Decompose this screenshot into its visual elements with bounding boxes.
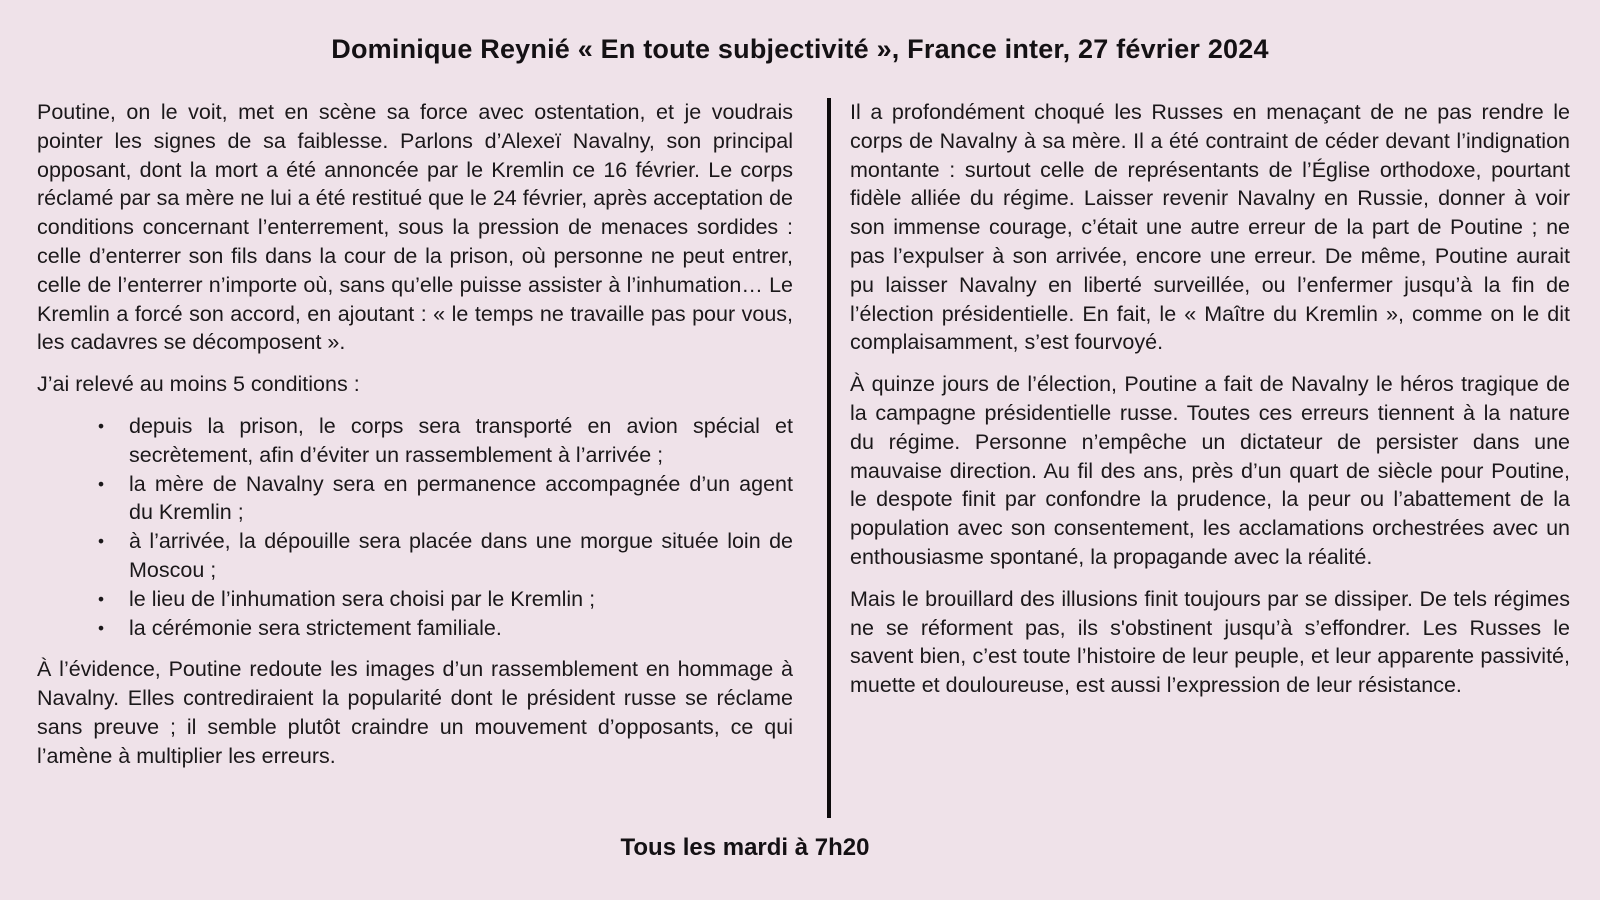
conditions-bullet-list: [37, 412, 793, 642]
page-title: Dominique Reynié « En toute subjectivité », France inter, 27 février 2024: [331, 34, 1269, 64]
right-column: [850, 98, 1570, 700]
left-paragraph-1: Poutine, on le voit, met en scène sa force avec ostentation, et je voudrais pointer les signes de sa faiblesse. Parlons d’Alexeï Navalny, son principal opposant, dont la mort a été annoncée par le Kremlin ce 16 février. Le corps réclamé par sa mère ne lui a été restitué que le 24 février, après acceptation de conditions concernant l’enterrement, sous la pression de menaces sordides : celle d’enterrer son fils dans la cour de la prison, où personne ne peut entrer, celle de l’enterrer n’importe où, sans qu’elle puisse assister à l’inhumation… Le Kremlin a forcé son accord, en ajoutant : « le temps ne travaille pas pour vous, les cadavres se décomposent ».: [37, 100, 793, 355]
bullet-item: • à l’arrivée, la dépouille sera placée dans une morgue située loin de Moscou ;: [92, 527, 793, 585]
bullet-item: • la mère de Navalny sera en permanence accompagnée d’un agent du Kremlin ;: [92, 470, 793, 528]
two-column-body: [0, 98, 1600, 818]
left-paragraph-3: À l’évidence, Poutine redoute les images d’un rassemblement en hommage à Navalny. Elles contrediraient la popularité dont le président russe se réclame sans preuve ; il semble plutôt craindre un mouvement d’opposants, ce qui l’amène à multiplier les erreurs.: [37, 657, 793, 768]
left-column: [37, 98, 793, 771]
column-divider: [827, 98, 831, 818]
bullet-item: • depuis la prison, le corps sera transporté en avion spécial et secrètement, afin d’éviter un rassemblement à l’arrivée ;: [92, 412, 793, 470]
left-paragraph-2-conditions-intro: J’ai relevé au moins 5 conditions :: [37, 372, 360, 397]
broadcast-schedule-note: Tous les mardi à 7h20: [620, 834, 870, 861]
bullet-item: • la cérémonie sera strictement familiale.: [92, 614, 793, 643]
right-paragraph-3: Mais le brouillard des illusions finit toujours par se dissiper. De tels régimes ne se réforment pas, ils s'obstinent jusqu’à s’effondrer. Les Russes le savent bien, c’est toute l’histoire de leur peuple, et leur apparente passivité, muette et douloureuse, est aussi l’expression de leur résistance.: [850, 586, 1570, 698]
right-paragraph-2: À quinze jours de l’élection, Poutine a fait de Navalny le héros tragique de la campagne présidentielle russe. Toutes ces erreurs tiennent à la nature du régime. Personne n’empêche un dictateur de persister dans une mauvaise direction. Au fil des ans, près d’un quart de siècle pour Poutine, le despote finit par confondre la prudence, la peur ou l’abattement de la population avec son consentement, les acclamations orchestrées avec un enthousiasme spontané, la propagande avec la réalité.: [850, 372, 1570, 569]
right-paragraph-1: Il a profondément choqué les Russes en menaçant de ne pas rendre le corps de Navalny à sa mère. Il a été contraint de céder devant l’indignation montante : surtout celle de représentants de l’Église orthodoxe, pourtant fidèle alliée du régime. Laisser revenir Navalny en Russie, donner à voir son immense courage, c’était une autre erreur de la part de Poutine ; ne pas l’expulser à son arrivée, encore une erreur. De même, Poutine aurait pu laisser Navalny en liberté surveillée, ou l’enfermer jusqu’à la fin de l’élection présidentielle. En fait, le « Maître du Kremlin », comme on le dit complaisamment, s’est fourvoyé.: [850, 100, 1570, 355]
bullet-item: • le lieu de l’inhumation sera choisi par le Kremlin ;: [92, 585, 793, 614]
